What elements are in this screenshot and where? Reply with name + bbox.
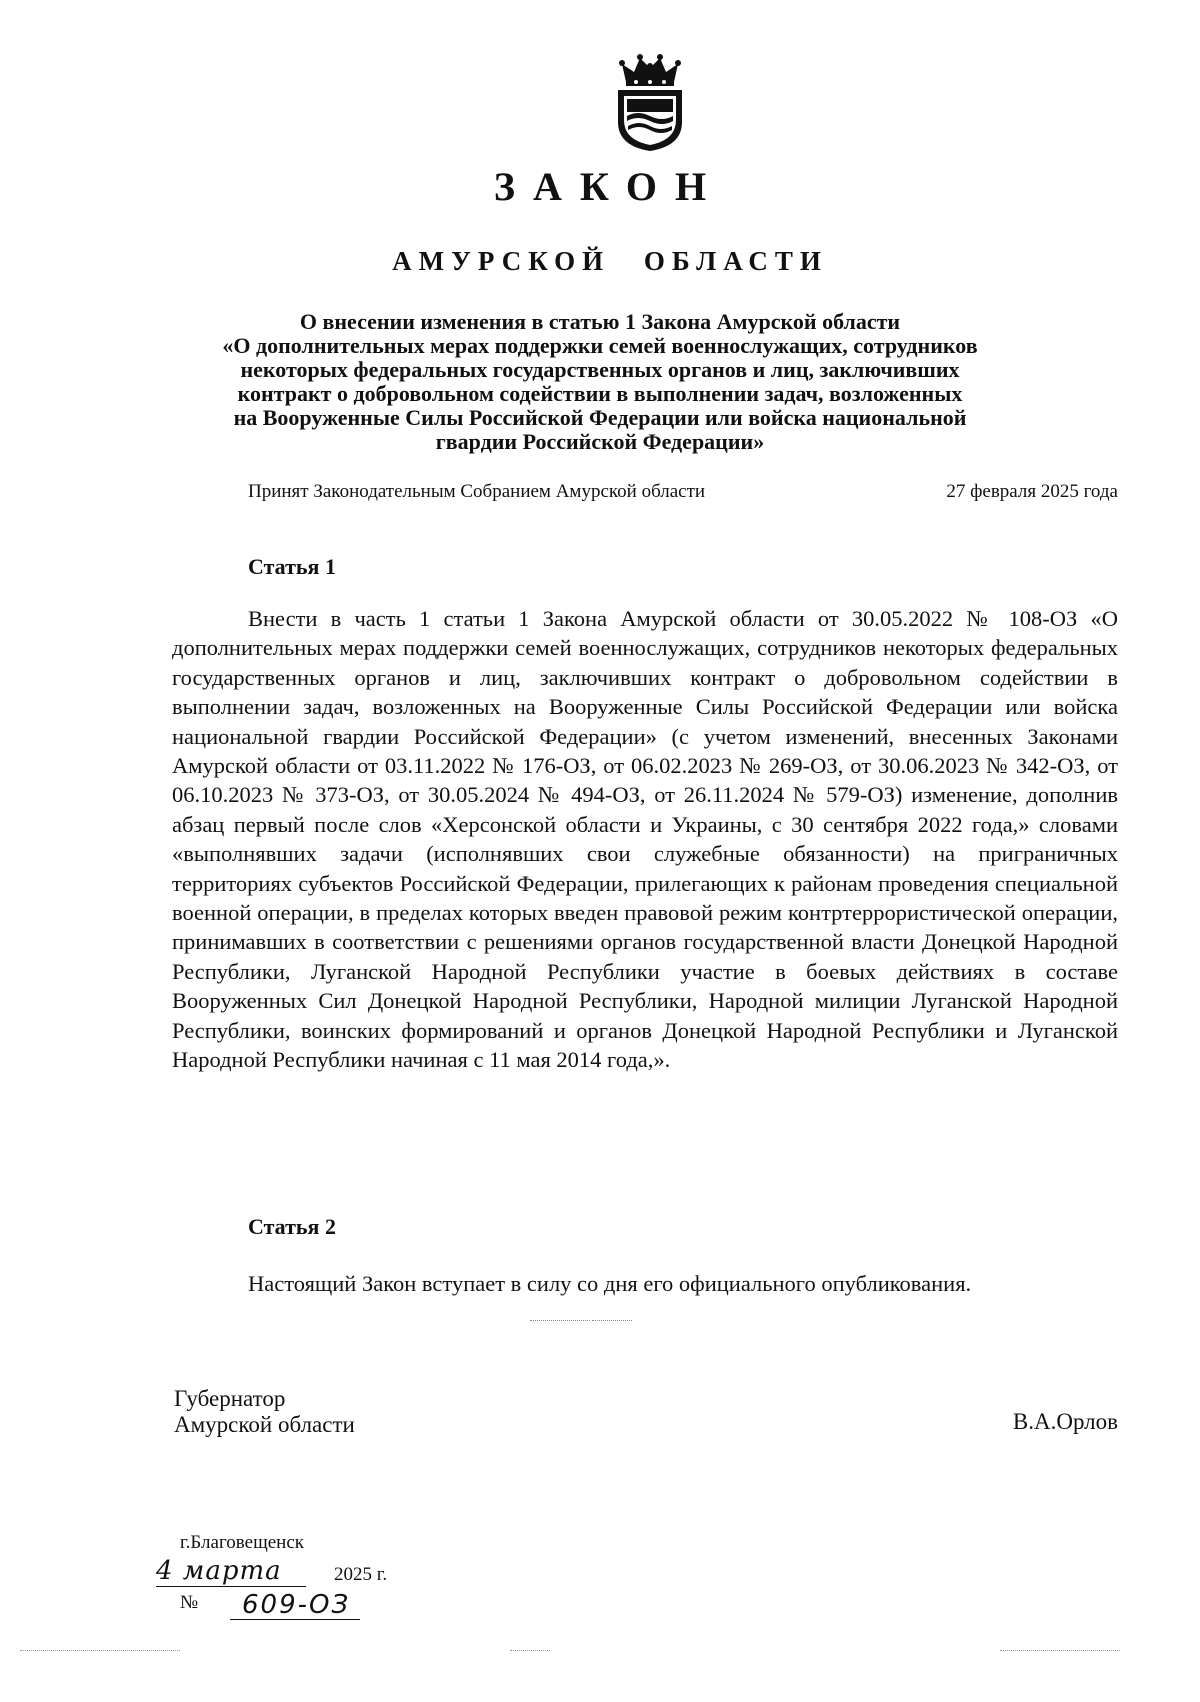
scan-artifact <box>530 1320 590 1321</box>
number-sign: № <box>180 1592 199 1613</box>
scan-artifact <box>20 1650 180 1651</box>
subject-line: «О дополнительных мерах поддержки семей военнослужащих, сотрудников <box>222 333 978 358</box>
signer-position <box>174 1386 355 1438</box>
scan-artifact <box>592 1320 632 1321</box>
adopting-body: Принят Законодательным Собранием Амурской области <box>248 481 706 502</box>
signing-date <box>156 1556 416 1590</box>
subject-line: на Вооруженные Силы Российской Федерации или войска национальной <box>233 405 967 430</box>
article-2-text: Настоящий Закон вступает в силу со дня его официального опубликования. <box>248 1271 972 1296</box>
scan-artifact <box>1000 1650 1120 1651</box>
handwritten-date: 4 марта <box>156 1556 282 1586</box>
law-title: ЗАКОН <box>493 164 725 209</box>
signing-year: 2025 г. <box>334 1564 388 1585</box>
subject-line: О внесении изменения в статью 1 Закона Амурской области <box>299 309 901 334</box>
article-1-text: Внести в часть 1 статьи 1 Закона Амурской области от 30.05.2022 № 108-ОЗ «О дополнительных мерах поддержки семей военнослужащих, сотрудников некоторых федеральных государственных органов и лиц, заключивших контракт о добровольном содействии в выполнении задач, возложенных на Вооруженные Силы Российской Федерации или войска национальной гвардии Российской Федерации» (с учетом изменений, внесенных Законами Амурской области от 03.11.2022 № 176-ОЗ, от 06.02.2023 № 269-ОЗ, от 30.06.2023 № 342-ОЗ, от 06.10.2023 № 373-ОЗ, от 30.05.2024 № 494-ОЗ, от 26.11.2024 № 579-ОЗ) изменение, дополнив абзац первый после слов «Херсонской области и Украины, с 30 сентября 2022 года,» словами «выполнявших задачи (исполнявших свои служебные обязанности) на приграничных территориях субъектов Российской Федерации, прилегающих к районам проведения специальной военной операции, в пределах которых введен правовой режим контртеррористической операции, принимавших в соответствии с решениями органов государственной власти Донецкой Народной Республики, Луганской Народной Республики участие в боевых действиях в составе Вооруженных Сил Донецкой Народной Республики, Народной милиции Луганской Народной Республики, воинских формирований и органов Донецкой Народной Республики и Луганской Народной Республики начиная с 11 мая 2014 года,». <box>172 606 1118 1073</box>
law-subject <box>170 310 1030 454</box>
signing-place: г.Благовещенск <box>180 1532 304 1553</box>
date-underline <box>156 1586 306 1587</box>
signer-name: В.А.Орлов <box>1012 1409 1118 1434</box>
scan-artifact <box>510 1650 550 1651</box>
subject-line: контракт о добровольном содействии в выполнении задач, возложенных <box>237 381 963 406</box>
handwritten-number: 609-ОЗ <box>242 1590 351 1620</box>
article-2-heading: Статья 2 <box>248 1214 336 1239</box>
article-1-heading: Статья 1 <box>248 554 336 579</box>
number-underline <box>230 1619 360 1620</box>
subject-line: некоторых федеральных государственных органов и лиц, заключивших <box>240 357 960 382</box>
signer-position-line: Амурской области <box>174 1412 355 1437</box>
region-title: АМУРСКОЙ ОБЛАСТИ <box>392 246 828 276</box>
adoption-date: 27 февраля 2025 года <box>946 481 1118 502</box>
signer-position-line: Губернатор <box>174 1386 286 1411</box>
law-number <box>180 1592 420 1622</box>
adoption-info <box>248 481 1118 503</box>
amur-region-coat-of-arms-icon <box>612 52 688 152</box>
subject-line: гвардии Российской Федерации» <box>435 429 765 454</box>
